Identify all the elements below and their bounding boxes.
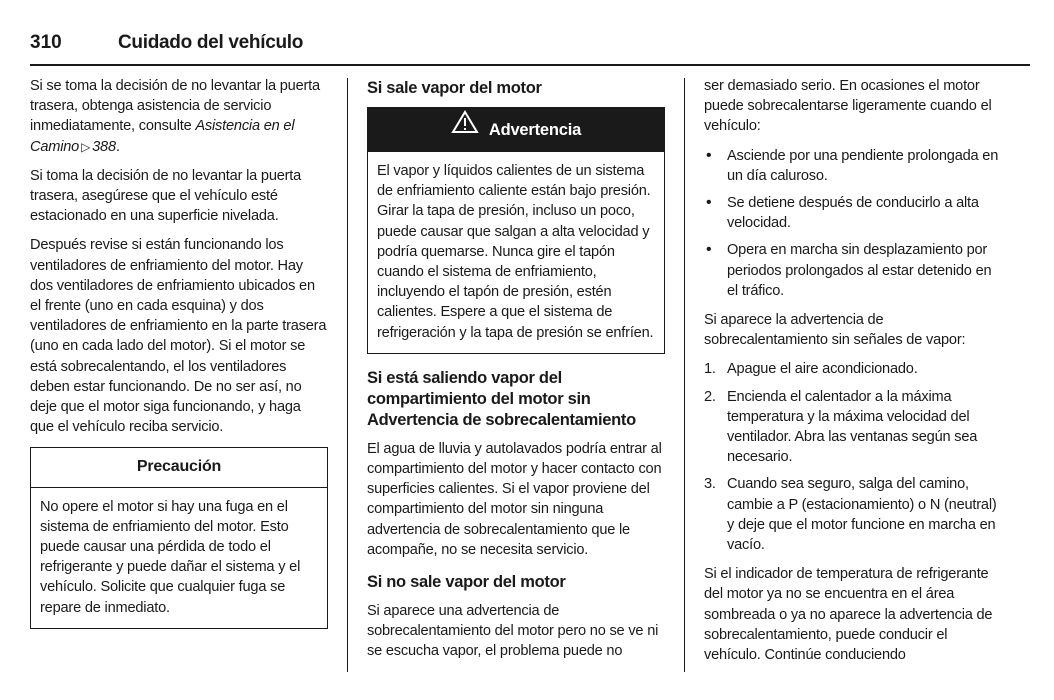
list-item: • Asciende por una pendiente prolongada en un día caluroso.	[704, 146, 1006, 186]
caution-text: No opere el motor si hay una fuga en el sistema de enfriamiento del motor. Esto puede causar una pérdida de todo el refrigerante y puede dañar el sistema y el vehículo. Solicite que cualquier fuga se repare de inmediato.	[40, 498, 301, 616]
list-number: 2.	[704, 388, 716, 405]
list-number: 1.	[704, 361, 716, 378]
paragraph: Si toma la decisión de no levantar la puerta trasera, asegúrese que el vehículo esté estacionado en una superficie nivelada.	[30, 167, 302, 225]
paragraph	[30, 76, 328, 157]
column-divider	[347, 78, 348, 672]
paragraph: El agua de lluvia y autolavados podría entrar al compartimiento del motor y hacer contacto con superficies calientes. Si el vapor proviene del compartimiento del motor sin ninguna advertencia de sobrecalentamiento que le acompañe, no se necesita servicio.	[367, 440, 662, 558]
list-item	[704, 359, 1006, 379]
section-heading: Si no sale vapor del motor	[367, 573, 566, 592]
caution-box	[30, 447, 328, 628]
paragraph: Después revise si están funcionando los ventiladores de enfriamiento del motor. Hay dos ventiladores de enfriamiento ubicados en el frente (uno en cada esquina) y dos ventiladores de enfriamiento en la parte trasera (uno en cada lado del motor). Si el motor se está sobrecalentando, el los ventiladores deben estar funcionando. De no ser así, no deje que el motor siga funcionando, y haga que el vehículo reciba servicio.	[30, 237, 327, 436]
list-item	[704, 474, 1006, 555]
paragraph-text: .	[115, 138, 120, 155]
caution-title: Precaución	[31, 448, 327, 487]
list-item: • Se detiene después de conducirlo a alta velocidad.	[704, 193, 1006, 233]
page-number: 310	[30, 32, 62, 53]
cross-reference-page[interactable]: 388	[92, 138, 116, 155]
warning-header	[368, 108, 664, 152]
section-heading: Si sale vapor del motor	[367, 79, 542, 97]
warning-title: Advertencia	[488, 121, 582, 139]
paragraph: Si aparece la advertencia de sobrecalentamiento sin señales de vapor:	[704, 312, 966, 349]
page-title: Cuidado del vehículo	[118, 32, 304, 53]
column-left	[30, 76, 328, 629]
column-middle	[367, 76, 665, 671]
paragraph: Si aparece una advertencia de sobrecalentamiento del motor pero no se ve ni se escucha vapor, el problema puede no	[367, 603, 659, 660]
numbered-list	[704, 359, 1006, 555]
warning-text: El vapor y líquidos calientes de un sistema de enfriamiento caliente están bajo presión. Girar la tapa de presión, incluso un poco, puede causar que salgan a alta velocidad y podría quemarse. Nunca gire el tapón cuando el sistema de enfriamiento, incluyendo el tapón de presión, estén calientes. Espere a que el sistema de refrigeración y la tapa de presión se enfríen.	[377, 163, 654, 341]
paragraph: ser demasiado serio. En ocasiones el motor puede sobrecalentarse ligeramente cuando el vehículo:	[704, 78, 992, 135]
list-number: 3.	[704, 476, 716, 493]
section-heading: Si está saliendo vapor del compartimiento del motor sin Advertencia de sobrecalentamiento	[367, 368, 636, 429]
warning-triangle-icon	[451, 107, 479, 151]
caution-body	[31, 488, 327, 628]
column-divider	[684, 78, 685, 672]
list-item: • Opera en marcha sin desplazamiento por periodos prolongados al estar detenido en el tráfico.	[704, 240, 1006, 301]
warning-body	[368, 152, 664, 353]
page-reference-icon: ▷	[81, 139, 91, 154]
list-item	[704, 387, 1006, 468]
page-header	[30, 30, 1030, 66]
list-text: Encienda el calentador a la máxima temperatura y la máxima velocidad del ventilador. Abra las ventanas según sea necesario.	[727, 388, 978, 466]
column-right	[704, 76, 1006, 674]
bullet-list	[704, 146, 1006, 301]
paragraph: Si el indicador de temperatura de refrigerante del motor ya no se encuentra en el área sombreada o ya no aparece la advertencia de sobrecalentamiento, puede conducir el vehículo. Continúe conduciendo	[704, 566, 993, 664]
warning-box	[367, 107, 665, 354]
list-text: Apague el aire acondicionado.	[727, 361, 918, 378]
list-text: Cuando sea seguro, salga del camino, cambie a P (estacionamiento) o N (neutral) y deje que el motor funcione en marcha en vacío.	[727, 476, 997, 554]
cross-reference-link[interactable]: Asistencia en el Camino	[30, 118, 295, 155]
paragraph-text: Si se toma la decisión de no levantar la puerta trasera, obtenga asistencia de servicio inmediatamente, consulte	[30, 78, 320, 135]
